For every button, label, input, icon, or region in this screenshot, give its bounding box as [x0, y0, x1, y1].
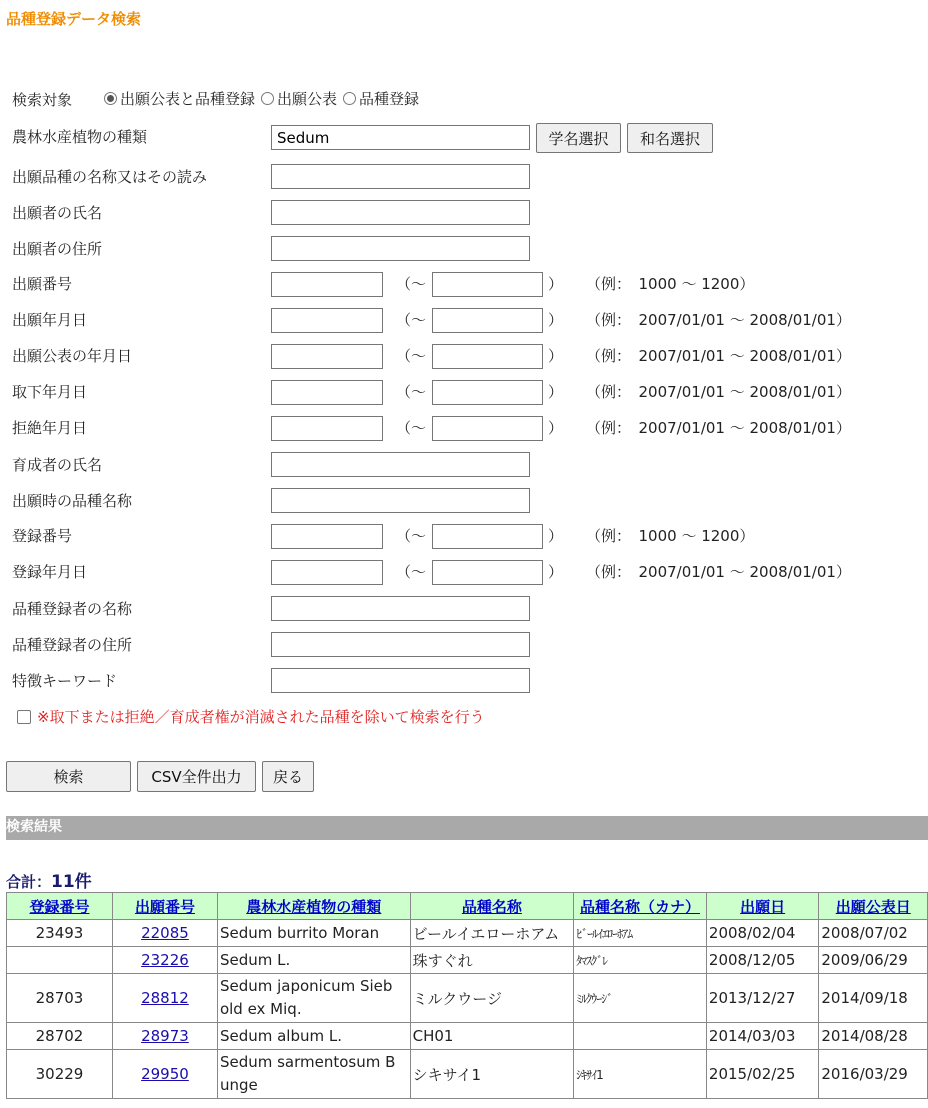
reg-no-cell: [7, 947, 113, 974]
table-row: [7, 974, 928, 1023]
radio-circle-icon[interactable]: [104, 92, 117, 105]
name-cell: 珠すぐれ: [410, 947, 574, 974]
crop-cell: Sedum burrito Moran: [217, 920, 410, 947]
range-open: （～: [396, 563, 427, 581]
kana-cell: ﾐﾙｸｳｰｼﾞ: [574, 974, 707, 1023]
japanese-name-select-button[interactable]: 和名選択: [627, 123, 713, 153]
registrant-address-input[interactable]: [271, 632, 530, 657]
withdraw-date-to-input[interactable]: [432, 380, 543, 405]
pub-date-cell: 2009/06/29: [819, 947, 928, 974]
pub-date-cell: 2014/08/28: [819, 1023, 928, 1050]
variety-name-label: 出願品種の名称又はその読み: [12, 168, 208, 186]
radio-circle-icon[interactable]: [343, 92, 356, 105]
withdraw-date-label: 取下年月日: [12, 383, 88, 401]
app-number-to-input[interactable]: [432, 272, 543, 297]
withdraw-date-from-input[interactable]: [271, 380, 383, 405]
reg-no-cell: 28702: [7, 1023, 113, 1050]
col-crop[interactable]: 農林水産植物の種類: [217, 893, 410, 920]
app-date-cell: 2008/02/04: [706, 920, 818, 947]
app-no-link[interactable]: 22085: [141, 924, 189, 942]
range-open: （～: [396, 347, 427, 365]
range-open: （～: [396, 419, 427, 437]
table-row: [7, 1050, 928, 1099]
reject-date-label: 拒絶年月日: [12, 419, 88, 437]
exclude-option[interactable]: [17, 706, 485, 727]
breeder-name-label: 育成者の氏名: [12, 456, 103, 474]
name-cell: CH01: [410, 1023, 574, 1050]
results-count: 11件: [51, 872, 92, 892]
reject-date-to-input[interactable]: [432, 416, 543, 441]
crop-type-input[interactable]: [271, 125, 530, 150]
pub-date-cell: 2016/03/29: [819, 1050, 928, 1099]
range-open: （～: [396, 275, 427, 293]
table-row: [7, 1023, 928, 1050]
keyword-input[interactable]: [271, 668, 530, 693]
reject-date-example: （例： 2007/01/01 ～ 2008/01/01）: [586, 419, 851, 437]
reject-date-from-input[interactable]: [271, 416, 383, 441]
kana-cell: ﾋﾞｰﾙｲｴﾛｰﾎｱﾑ: [574, 920, 707, 947]
range-open: （～: [396, 311, 427, 329]
app-number-from-input[interactable]: [271, 272, 383, 297]
radio-reg[interactable]: 品種登録: [343, 88, 419, 109]
registrant-name-input[interactable]: [271, 596, 530, 621]
app-no-cell: [112, 920, 217, 947]
radio-pub-and-reg[interactable]: 出願公表と品種登録: [104, 88, 255, 109]
radio-circle-icon[interactable]: [261, 92, 274, 105]
app-no-cell: [112, 1023, 217, 1050]
applicant-name-label: 出願者の氏名: [12, 204, 103, 222]
app-no-link[interactable]: 28973: [141, 1027, 189, 1045]
reg-number-to-input[interactable]: [432, 524, 543, 549]
app-number-label: 出願番号: [12, 275, 73, 293]
app-date-cell: 2015/02/25: [706, 1050, 818, 1099]
app-no-cell: [112, 974, 217, 1023]
col-kana[interactable]: 品種名称（カナ）: [574, 893, 707, 920]
exclude-checkbox[interactable]: [17, 710, 31, 724]
app-number-example: （例： 1000 ～ 1200）: [586, 275, 755, 293]
range-close: ）: [548, 563, 564, 581]
reg-number-example: （例： 1000 ～ 1200）: [586, 527, 755, 545]
col-name[interactable]: 品種名称: [410, 893, 574, 920]
kana-cell: ｼｷｻｲ1: [574, 1050, 707, 1099]
name-cell: シキサイ1: [410, 1050, 574, 1099]
table-row: [7, 947, 928, 974]
range-close: ）: [548, 275, 564, 293]
app-no-cell: [112, 947, 217, 974]
csv-export-button[interactable]: CSV全件出力: [137, 761, 256, 792]
results-header: 検索結果: [6, 816, 928, 840]
reg-number-label: 登録番号: [12, 527, 73, 545]
app-date-cell: 2014/03/03: [706, 1023, 818, 1050]
pub-date-example: （例： 2007/01/01 ～ 2008/01/01）: [586, 347, 851, 365]
exclude-option-label: ※取下または拒絶／育成者権が消滅された品種を除いて検索を行う: [37, 708, 485, 726]
app-no-link[interactable]: 23226: [141, 951, 189, 969]
range-close: ）: [548, 347, 564, 365]
variety-name-input[interactable]: [271, 164, 530, 189]
breeder-name-input[interactable]: [271, 452, 530, 477]
reg-date-to-input[interactable]: [432, 560, 543, 585]
col-reg-no[interactable]: 登録番号: [7, 893, 113, 920]
reg-date-from-input[interactable]: [271, 560, 383, 585]
pub-date-to-input[interactable]: [432, 344, 543, 369]
applicant-address-label: 出願者の住所: [12, 240, 103, 258]
crop-cell: Sedum album L.: [217, 1023, 410, 1050]
crop-cell: Sedum sarmentosum B unge: [217, 1050, 410, 1099]
range-close: ）: [548, 311, 564, 329]
range-open: （～: [396, 527, 427, 545]
reg-date-example: （例： 2007/01/01 ～ 2008/01/01）: [586, 563, 851, 581]
app-variety-name-label: 出願時の品種名称: [12, 492, 133, 510]
search-target-label: 検索対象: [12, 91, 73, 109]
app-date-from-input[interactable]: [271, 308, 383, 333]
scientific-name-select-button[interactable]: 学名選択: [536, 123, 621, 153]
reg-date-label: 登録年月日: [12, 563, 88, 581]
search-button[interactable]: 検索: [6, 761, 131, 792]
name-cell: ミルクウージ: [410, 974, 574, 1023]
app-variety-name-input[interactable]: [271, 488, 530, 513]
back-button[interactable]: 戻る: [262, 761, 314, 792]
crop-cell: Sedum japonicum Sieb old ex Miq.: [217, 974, 410, 1023]
withdraw-date-example: （例： 2007/01/01 ～ 2008/01/01）: [586, 383, 851, 401]
app-no-link[interactable]: 29950: [141, 1065, 189, 1083]
kana-cell: [574, 1023, 707, 1050]
range-close: ）: [548, 383, 564, 401]
page-title: 品種登録データ検索: [6, 10, 142, 28]
crop-cell: Sedum L.: [217, 947, 410, 974]
app-date-example: （例： 2007/01/01 ～ 2008/01/01）: [586, 311, 851, 329]
app-no-link[interactable]: 28812: [141, 989, 189, 1007]
registrant-address-label: 品種登録者の住所: [12, 636, 133, 654]
pub-date-cell: 2014/09/18: [819, 974, 928, 1023]
app-date-cell: 2008/12/05: [706, 947, 818, 974]
applicant-name-input[interactable]: [271, 200, 530, 225]
reg-no-cell: 23493: [7, 920, 113, 947]
name-cell: ビールイエローホアム: [410, 920, 574, 947]
app-no-cell: [112, 1050, 217, 1099]
crop-type-label: 農林水産植物の種類: [12, 128, 148, 146]
table-row: [7, 920, 928, 947]
applicant-address-input[interactable]: [271, 236, 530, 261]
keyword-label: 特徴キーワード: [12, 672, 118, 690]
pub-date-label: 出願公表の年月日: [12, 347, 133, 365]
col-pub-date[interactable]: 出願公表日: [819, 893, 928, 920]
range-close: ）: [548, 419, 564, 437]
reg-no-cell: 30229: [7, 1050, 113, 1099]
kana-cell: ﾀﾏｽｸﾞﾚ: [574, 947, 707, 974]
results-total: 合計：11件: [6, 872, 92, 892]
app-date-cell: 2013/12/27: [706, 974, 818, 1023]
search-target-radios: [104, 88, 425, 109]
range-open: （～: [396, 383, 427, 401]
results-table: [6, 892, 928, 1099]
range-close: ）: [548, 527, 564, 545]
col-app-no[interactable]: 出願番号: [112, 893, 217, 920]
pub-date-from-input[interactable]: [271, 344, 383, 369]
reg-no-cell: 28703: [7, 974, 113, 1023]
col-app-date[interactable]: 出願日: [706, 893, 818, 920]
pub-date-cell: 2008/07/02: [819, 920, 928, 947]
results-header-row: [7, 893, 928, 920]
app-date-label: 出願年月日: [12, 311, 88, 329]
registrant-name-label: 品種登録者の名称: [12, 600, 133, 618]
app-date-to-input[interactable]: [432, 308, 543, 333]
radio-pub[interactable]: 出願公表: [261, 88, 337, 109]
reg-number-from-input[interactable]: [271, 524, 383, 549]
